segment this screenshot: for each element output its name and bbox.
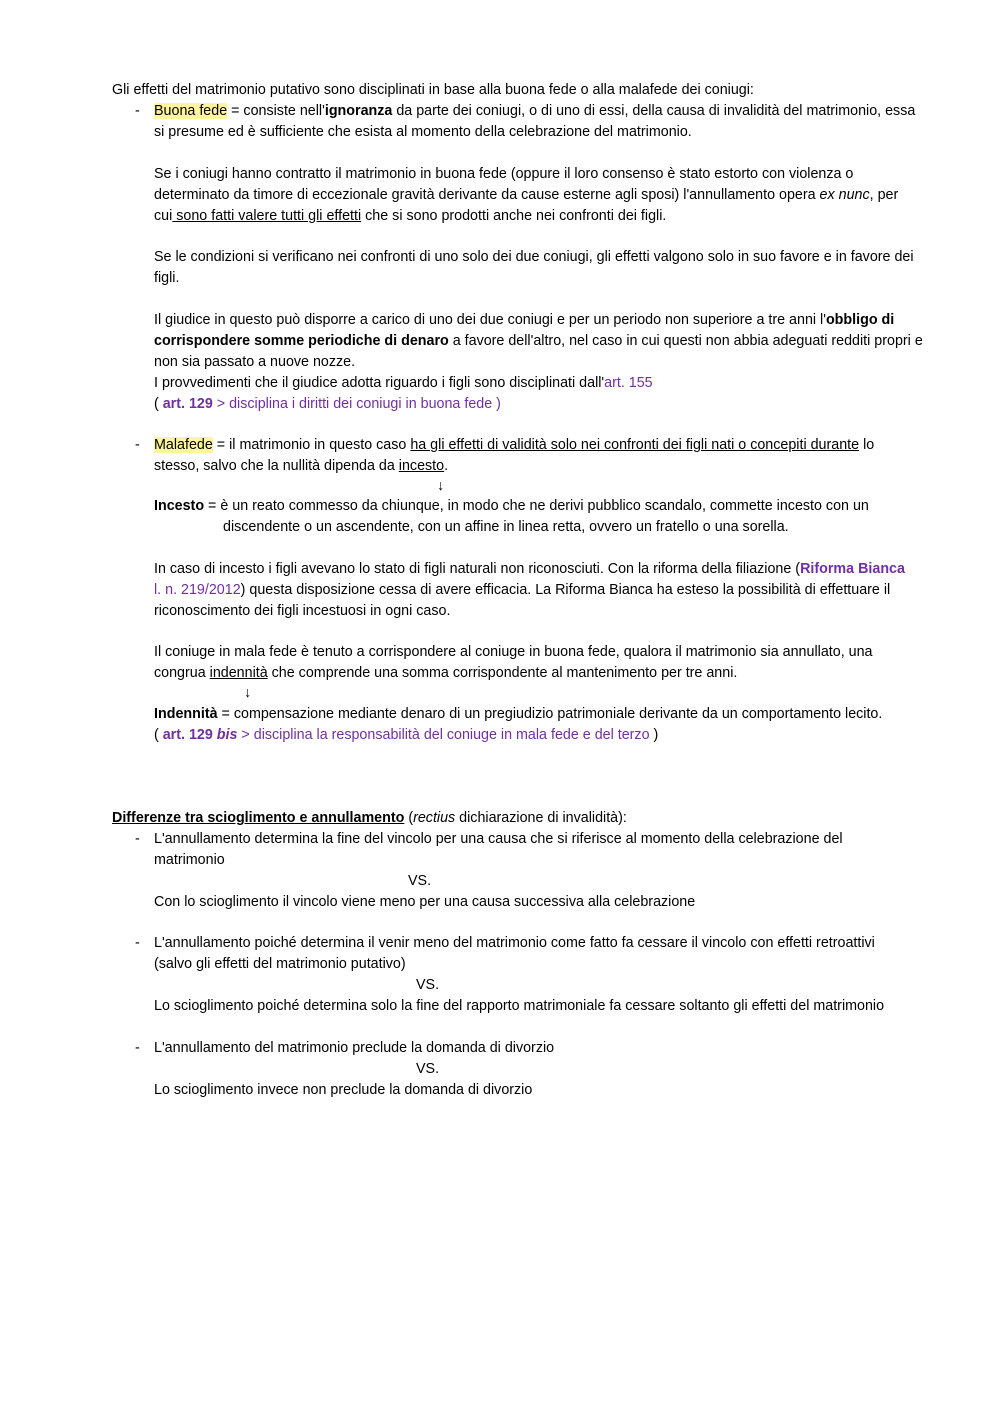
buona-fede-p4-line-3: non sia passato a nuove nozze.: [154, 354, 356, 370]
difference-1-line-1: L'annullamento determina la fine del vincolo per una causa che si riferisce al momento della celebrazione del: [154, 831, 843, 847]
malafede-p3-line-1: Il coniuge in mala fede è tenuto a corrispondere al coniuge in buona fede, qualora il matrimonio sia annullato, una: [154, 644, 873, 660]
text-span: ): [492, 396, 501, 412]
text-span: (: [404, 810, 414, 826]
article-reference: art. 129: [162, 396, 213, 412]
article-description: > disciplina la responsabilità del coniuge in mala fede e del terzo: [237, 727, 650, 743]
article-reference: art. 155: [604, 375, 653, 391]
buona-fede-p4-line-4: [154, 373, 653, 394]
text-span: ) questa disposizione cessa di avere efficacia. La Riforma Bianca ha esteso la possibilità di effettuare il: [240, 582, 891, 598]
malafede-p3-line-2: [154, 663, 737, 684]
indennita-term: Indennità: [154, 706, 218, 722]
malafede-line-2: [154, 456, 448, 477]
buona-fede-p2-line-1: Se i coniugi hanno contratto il matrimonio in buona fede (oppure il loro consenso è stato estorto con violenza o: [154, 166, 854, 182]
text-span: , per: [869, 187, 899, 203]
malafede-term: Malafede: [154, 437, 213, 453]
difference-2-line-2: (salvo gli effetti del matrimonio putativo): [154, 956, 406, 972]
bullet-marker: -: [135, 103, 140, 119]
difference-2-line-1: L'annullamento poiché determina il venir meno del matrimonio come fatto fa cessare il vincolo con effetti retroattivi: [154, 935, 875, 951]
bullet-marker: -: [135, 935, 140, 951]
incesto-definition-line-1: [154, 496, 869, 517]
law-reference: l. n. 219/2012: [154, 582, 241, 598]
incesto-term: Incesto: [154, 498, 205, 514]
vs-separator: VS.: [416, 1061, 440, 1077]
difference-3-line-1: L'annullamento del matrimonio preclude la domanda di divorzio: [154, 1040, 555, 1056]
down-arrow-icon: ↓: [437, 478, 445, 494]
difference-1-line-3: Con lo scioglimento il vincolo viene meno per una causa successiva alla celebrazione: [154, 894, 696, 910]
bold-phrase: obbligo di: [825, 312, 895, 328]
vs-separator: VS.: [408, 873, 432, 889]
vs-separator: VS.: [416, 977, 440, 993]
buona-fede-p3-line-2: figli.: [154, 270, 180, 286]
bis-suffix: bis: [212, 727, 238, 743]
down-arrow-icon: ↓: [244, 685, 252, 701]
text-span: Il giudice in questo può disporre a carico di uno dei due coniugi e per un periodo non superiore a tre anni l': [154, 312, 826, 328]
buona-fede-line-2: si presume ed è sufficiente che esista al momento della celebrazione del matrimonio.: [154, 124, 692, 140]
text-span: a favore dell'altro, nel caso in cui questi non abbia adeguati redditi propri e: [448, 333, 923, 349]
text-span: = è un reato commesso da chiunque, in modo che ne derivi pubblico scandalo, commette incesto con un: [204, 498, 869, 514]
article-reference: art. 129: [162, 727, 213, 743]
difference-3-line-2: Lo scioglimento invece non preclude la domanda di divorzio: [154, 1082, 533, 1098]
riforma-bianca-reference: Riforma Bianca: [800, 561, 905, 577]
text-span: stesso, salvo che la nullità dipenda da: [154, 458, 399, 474]
buona-fede-line-1: [154, 101, 915, 122]
malafede-p2-line-2: [154, 580, 890, 601]
text-span: I provvedimenti che il giudice adotta riguardo i figli sono disciplinati dall': [154, 375, 605, 391]
buona-fede-p2-line-3: [154, 206, 666, 227]
buona-fede-p4-line-2: [154, 331, 923, 352]
text-span: = il matrimonio in questo caso: [212, 437, 411, 453]
buona-fede-p3-line-1: Se le condizioni si verificano nei confronti di uno solo dei due coniugi, gli effetti valgono solo in suo favore e in favore dei: [154, 249, 914, 265]
malafede-line-1: [154, 435, 874, 456]
bullet-marker: -: [135, 831, 140, 847]
text-span: ): [649, 727, 659, 743]
malafede-p2-line-3: riconoscimento dei figli incestuosi in ogni caso.: [154, 603, 451, 619]
incesto-link-word: incesto: [398, 458, 445, 474]
bullet-marker: -: [135, 1040, 140, 1056]
text-span: = compensazione mediante denaro di un pregiudizio patrimoniale derivante da un comportamento lecito.: [217, 706, 883, 722]
text-span: determinato da timore di eccezionale gravità derivante da cause esterne agli sposi) l'annullamento opera: [154, 187, 820, 203]
intro-line: Gli effetti del matrimonio putativo sono disciplinati in base alla buona fede o alla malafede dei coniugi:: [112, 82, 754, 98]
text-span: (: [154, 727, 163, 743]
ignoranza-term: ignoranza: [324, 103, 393, 119]
buona-fede-term: Buona fede: [154, 103, 228, 119]
text-span: lo: [859, 437, 875, 453]
difference-2-line-3: Lo scioglimento poiché determina solo la fine del rapporto matrimoniale fa cessare soltanto gli effetti del matrimonio: [154, 998, 885, 1014]
indennita-definition: [154, 704, 882, 725]
difference-1-line-2: matrimonio: [154, 852, 225, 868]
text-span: (: [154, 396, 163, 412]
indennita-link-word: indennità: [209, 665, 268, 681]
text-span: cui: [154, 208, 173, 224]
buona-fede-article-note: [154, 394, 501, 415]
underlined-phrase: sono fatti valere tutti gli effetti: [172, 208, 362, 224]
buona-fede-p4-line-1: [154, 310, 894, 331]
article-description: > disciplina i diritti dei coniugi in buona fede: [212, 396, 493, 412]
rectius-term: rectius: [413, 810, 456, 826]
differences-heading: [112, 808, 627, 829]
text-span: .: [444, 458, 449, 474]
buona-fede-p2-line-2: [154, 185, 898, 206]
malafede-article-note: [154, 725, 658, 746]
bold-phrase: corrispondere somme periodiche di denaro: [154, 333, 449, 349]
underlined-phrase: ha gli effetti di validità solo nei confronti dei figli nati o concepiti durante: [410, 437, 860, 453]
incesto-definition-line-2: discendente o un ascendente, con un affine in linea retta, ovvero un fratello o una sorella.: [223, 519, 789, 535]
text-span: che si sono prodotti anche nei confronti dei figli.: [361, 208, 667, 224]
text-span: che comprende una somma corrispondente al mantenimento per tre anni.: [267, 665, 738, 681]
text-span: congrua: [154, 665, 210, 681]
text-span: dichiarazione di invalidità):: [455, 810, 627, 826]
text-span: = consiste nell': [227, 103, 325, 119]
text-span: In caso di incesto i figli avevano lo stato di figli naturali non riconosciuti. Con la riforma della filiazione (: [154, 561, 801, 577]
ex-nunc-term: ex nunc: [819, 187, 870, 203]
section-heading: Differenze tra scioglimento e annullamento: [112, 810, 405, 826]
malafede-p2-line-1: [154, 559, 905, 580]
text-span: da parte dei coniugi, o di uno di essi, della causa di invalidità del matrimonio, essa: [392, 103, 916, 119]
bullet-marker: -: [135, 437, 140, 453]
